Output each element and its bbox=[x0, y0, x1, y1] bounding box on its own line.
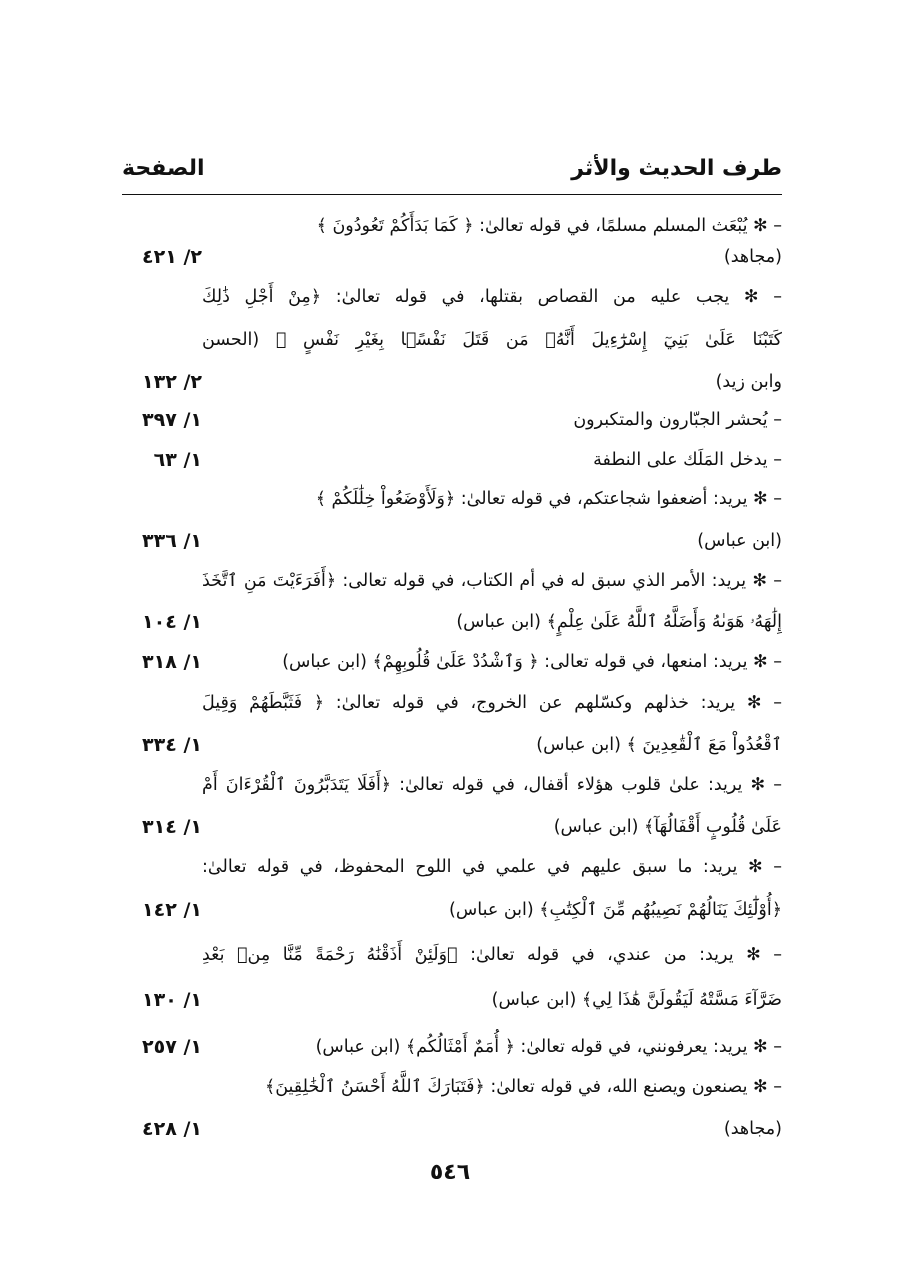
entry-line: (مجاهد) bbox=[723, 1119, 782, 1139]
entry-line: – ✻ يريد: امنعها، في قوله تعالى: ﴿ وَٱشْدُدْ عَلَىٰ قُلُوبِهِمْ﴾ (ابن عباس) bbox=[282, 652, 782, 672]
entry-line: – ✻ يجب عليه من القصاص بقتلها، في قوله تعالىٰ: ﴿مِنْ أَجْلِ ذَٰلِكَ bbox=[202, 287, 782, 307]
entry-line: – ✻ يريد: من عندي، في قوله تعالىٰ: ﴿وَلَئِنْ أَذَقْنَٰهُ رَحْمَةً مِّنَّا مِنۢ بَعْدِ bbox=[202, 945, 782, 965]
entry-page-ref: ١/ ٢٥٧ bbox=[142, 1036, 202, 1058]
entry-page-ref: ١/ ٦٣ bbox=[153, 449, 202, 471]
entry-page-ref: ١/ ٣٣٦ bbox=[142, 530, 202, 552]
entry-line: وابن زيد) bbox=[715, 372, 782, 392]
entry-line: – ✻ يريد: الأمر الذي سبق له في أم الكتاب، في قوله تعالى: ﴿أَفَرَءَيْتَ مَنِ ٱتَّخَذَ bbox=[202, 571, 782, 591]
entry-page-ref: ١/ ٣٩٧ bbox=[142, 409, 202, 431]
entry-line: – يُحشر الجبّارون والمتكبرون bbox=[573, 410, 782, 430]
entry-page-ref: ١/ ١٤٢ bbox=[142, 899, 202, 921]
entry-line: ضَرَّآءَ مَسَّتْهُ لَيَقُولَنَّ هَٰذَا لِي﴾ (ابن عباس) bbox=[491, 990, 782, 1010]
entry-line: كَتَبْنَا عَلَىٰ بَنِيٓ إِسْرَٰٓءِيلَ أَنَّهُۥ مَن قَتَلَ نَفْسًۢا بِغَيْرِ نَفْسٍ ﴾ (الحسن bbox=[202, 330, 782, 350]
entry-page-ref: ١/ ١٠٤ bbox=[142, 611, 202, 633]
entry-page-ref: ٢/ ٤٢١ bbox=[142, 246, 202, 268]
entry-line: – ✻ يصنعون ويصنع الله، في قوله تعالىٰ: ﴿فَتَبَارَكَ ٱللَّهُ أَحْسَنُ ٱلْخَٰلِقِينَ﴾ bbox=[264, 1077, 782, 1097]
header-title: طرف الحديث والأثر bbox=[571, 156, 782, 181]
entry-line: عَلَىٰ قُلُوبٍ أَقْفَالُهَآ﴾ (ابن عباس) bbox=[553, 817, 782, 837]
entry-line: (مجاهد) bbox=[723, 247, 782, 267]
entry-line: – ✻ يريد: يعرفونني، في قوله تعالىٰ: ﴿ أُمَمٌ أَمْثَالُكُم﴾ (ابن عباس) bbox=[315, 1037, 782, 1057]
entry-line: ٱقْعُدُواْ مَعَ ٱلْقَٰعِدِينَ ﴾ (ابن عباس) bbox=[536, 735, 782, 755]
entry-page-ref: ١/ ٣١٤ bbox=[142, 816, 202, 838]
entry-page-ref: ٢/ ١٣٢ bbox=[142, 371, 202, 393]
entry-line: ﴿أُوْلَٰٓئِكَ يَنَالُهُمْ نَصِيبُهُم مِّنَ ٱلْكِتَٰبِ﴾ (ابن عباس) bbox=[449, 900, 782, 920]
entry-line: – ✻ يريد: علىٰ قلوب هؤلاء أقفال، في قوله تعالىٰ: ﴿أَفَلَا يَتَدَبَّرُونَ ٱلْقُرْءَانَ أَمْ bbox=[202, 775, 782, 795]
header-page-column: الصفحة bbox=[122, 156, 205, 181]
entry-page-ref: ١/ ٣٣٤ bbox=[142, 734, 202, 756]
entry-page-ref: ١/ ١٣٠ bbox=[142, 989, 202, 1011]
entry-line: (ابن عباس) bbox=[697, 531, 782, 551]
page-number: ٥٤٦ bbox=[429, 1160, 471, 1185]
entry-page-ref: ١/ ٣١٨ bbox=[142, 651, 202, 673]
entry-line: – يدخل المَلَك على النطفة bbox=[593, 450, 782, 470]
entry-line: – ✻ يريد: ما سبق عليهم في علمي في اللوح المحفوظ، في قوله تعالىٰ: bbox=[202, 857, 782, 877]
entry-line: – ✻ يريد: خذلهم وكسّلهم عن الخروج، في قوله تعالىٰ: ﴿ فَثَبَّطَهُمْ وَقِيلَ bbox=[202, 693, 782, 713]
entry-line: – ✻ يريد: أضعفوا شجاعتكم، في قوله تعالىٰ: ﴿وَلَأَوْضَعُواْ خِلَٰلَكُمْ ﴾ bbox=[315, 489, 782, 509]
entry-page-ref: ١/ ٤٢٨ bbox=[142, 1118, 202, 1140]
page-header bbox=[122, 150, 782, 190]
header-rule bbox=[122, 194, 782, 195]
entry-line: – ✻ يُبْعَث المسلم مسلمًا، في قوله تعالىٰ: ﴿ كَمَا بَدَأَكُمْ تَعُودُونَ ﴾ bbox=[316, 216, 782, 236]
entry-line: إِلَٰهَهُۥ هَوَىٰهُ وَأَضَلَّهُ ٱللَّهُ عَلَىٰ عِلْمٍ﴾ (ابن عباس) bbox=[456, 612, 782, 632]
